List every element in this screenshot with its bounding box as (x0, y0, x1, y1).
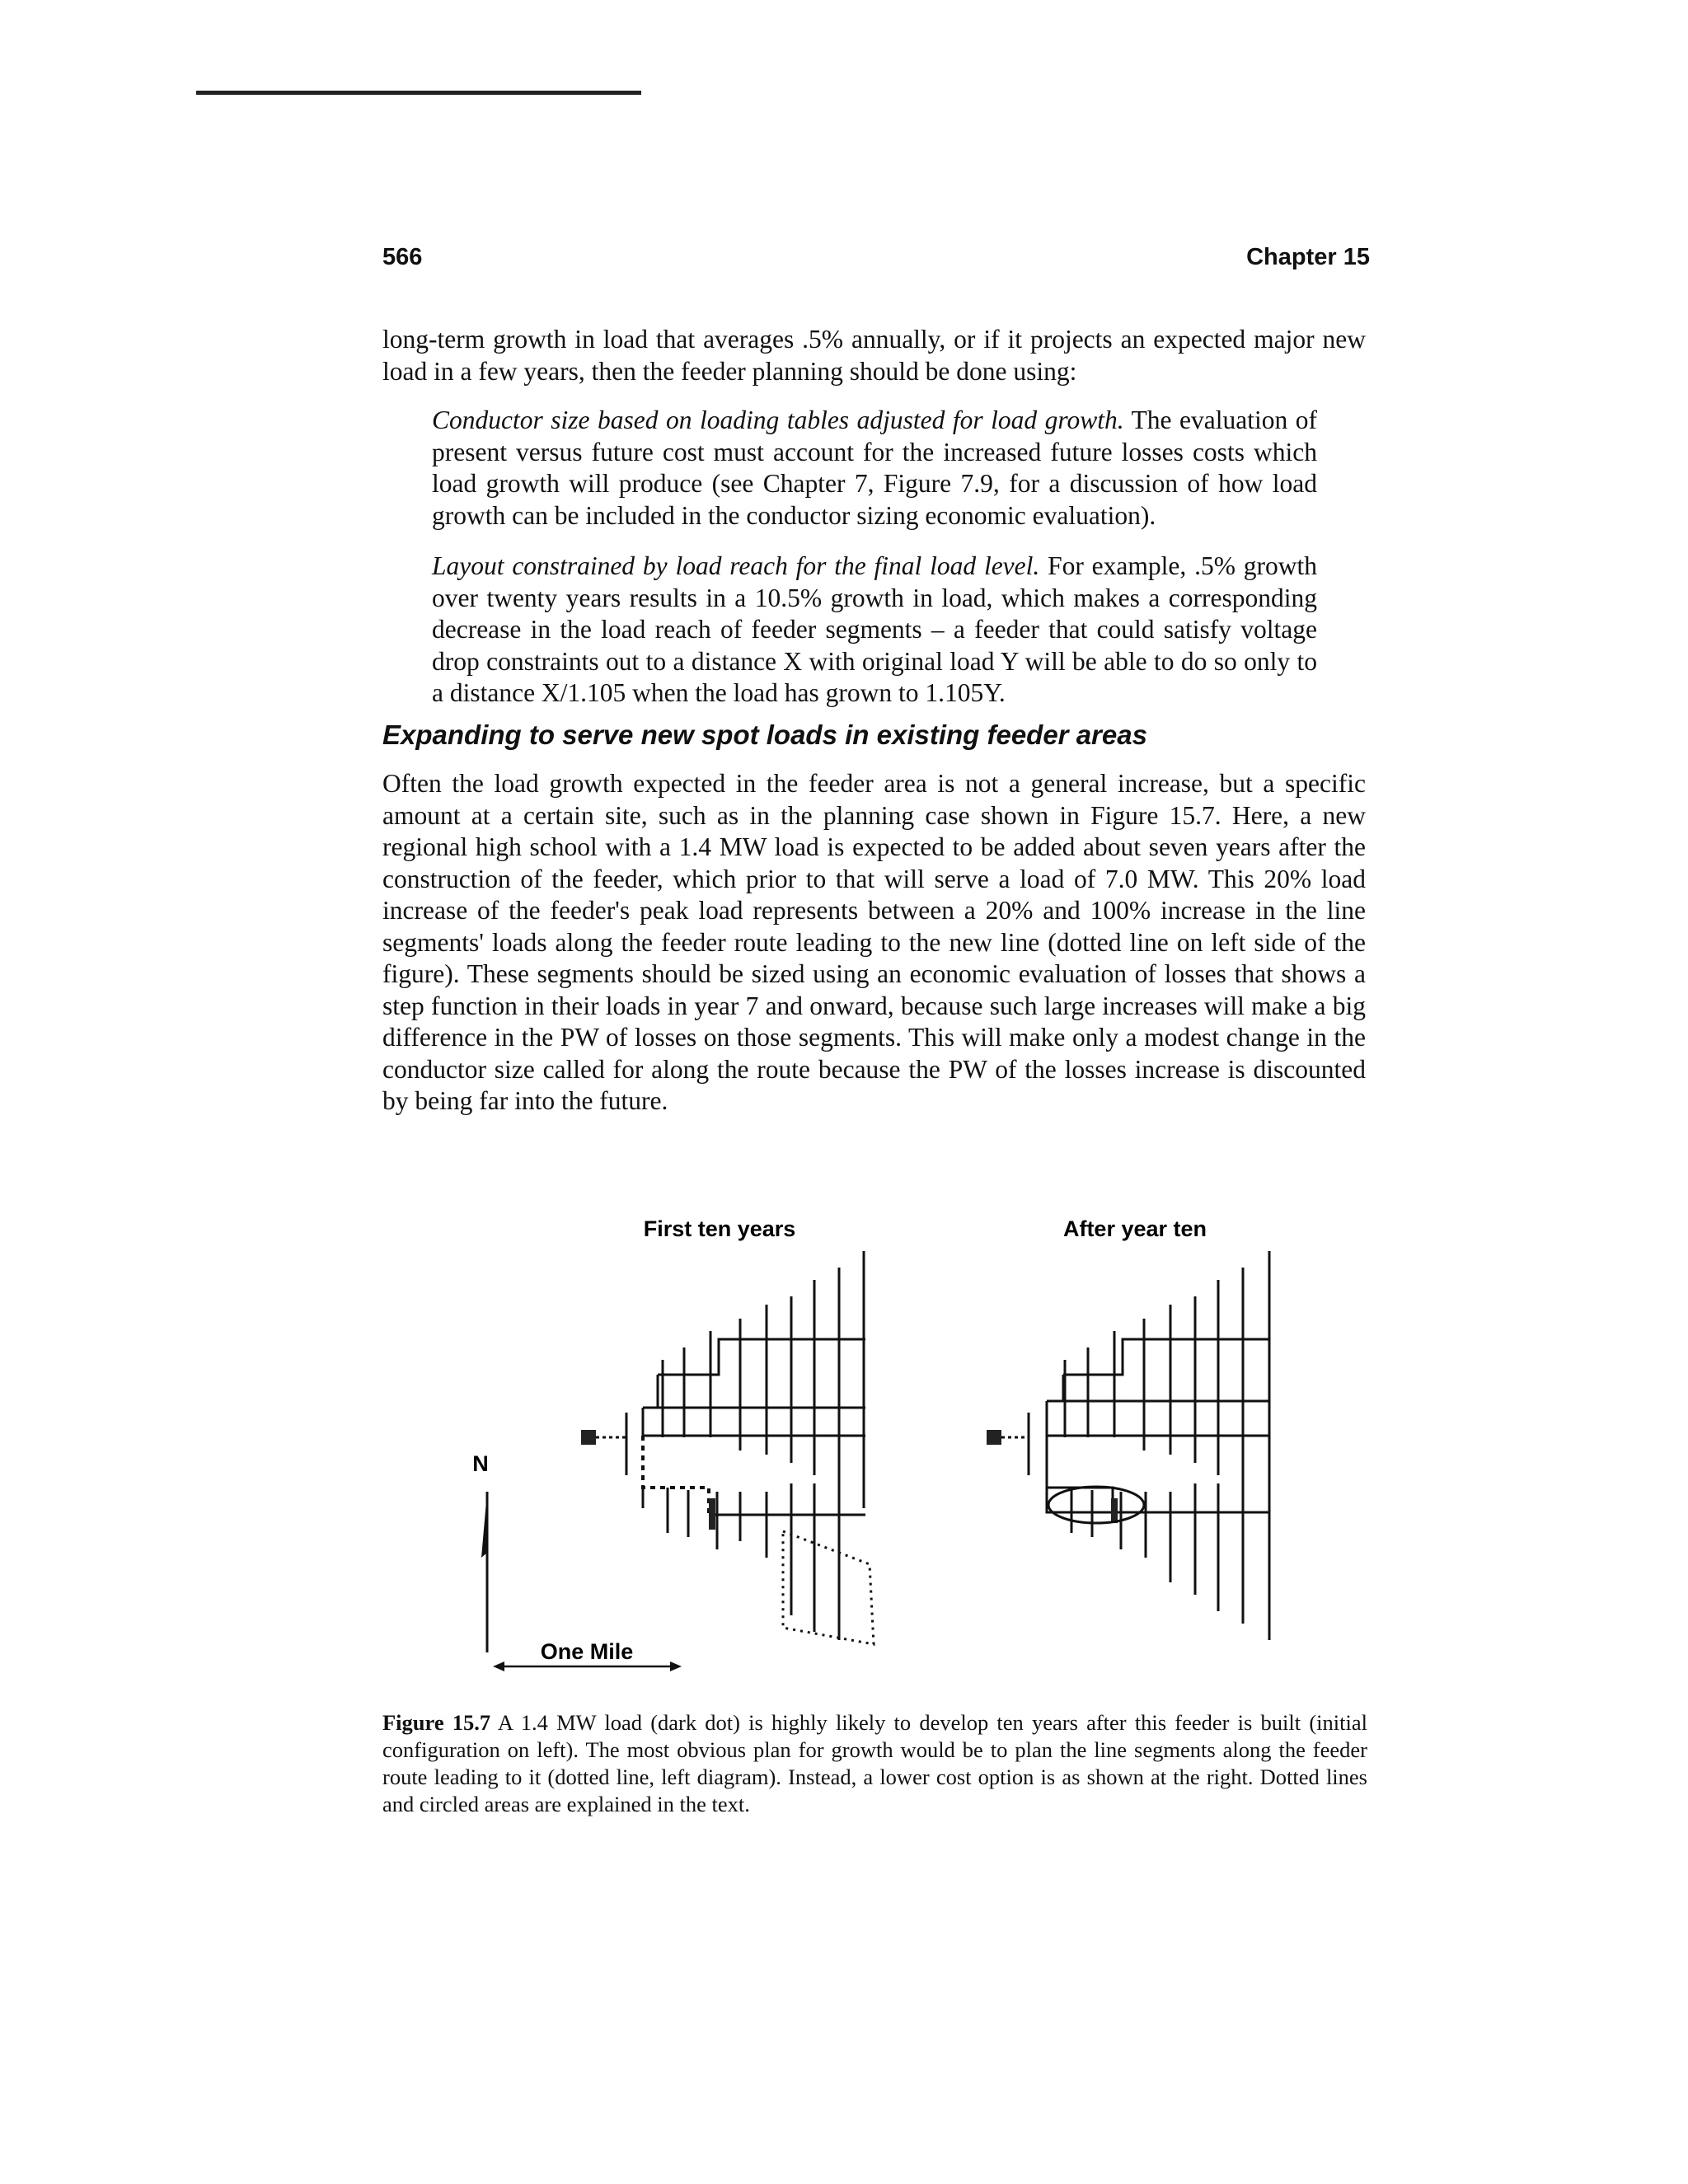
intro-paragraph (382, 324, 1366, 387)
spot-load-dot (709, 1498, 715, 1530)
substation-dot (987, 1430, 1001, 1445)
scale-bar (493, 1639, 682, 1671)
spot-load-dot (1111, 1498, 1118, 1523)
right-panel-title: After year ten (1062, 1216, 1207, 1241)
caption-text: A 1.4 MW load (dark dot) is highly likely to develop ten years after this feeder is built (initial configuration on left). The most obvious plan for growth would be to plan the line segments along the feeder route leading to it (dotted line, left diagram). Instead, a lower cost option is as shown at the right. Dotted lines and circled areas are explained in the text. (382, 1710, 1367, 1816)
figure-caption (382, 1709, 1367, 1818)
right-feeder-diagram (987, 1251, 1269, 1640)
header-rule (196, 91, 641, 95)
circled-area (1048, 1487, 1144, 1523)
item-text: For example, .5% growth over twenty years results in a 10.5% growth in load, which makes a corresponding decrease in the load reach of feeder segments – a feeder that could satisfy voltage drop constraints out to a distance X with original load Y will be able to do so only to a distance X/1.105 when the load has grown to 1.105Y. (432, 551, 1317, 707)
left-panel-title: First ten years (643, 1216, 796, 1241)
caption-label: Figure 15.7 (382, 1710, 491, 1735)
item-text: The evaluation of present versus future cost must account for the increased future losses costs which load growth will produce (see Chapter 7, Figure 7.9, for a discussion of how load growth can be included in the conductor sizing economic evaluation). (432, 405, 1317, 530)
section-heading: Expanding to serve new spot loads in existing feeder areas (382, 719, 1147, 750)
body-paragraph (382, 768, 1366, 1118)
north-arrow (472, 1451, 489, 1652)
item-lead: Conductor size based on loading tables adjusted for load growth. (432, 405, 1124, 434)
list-item (432, 405, 1317, 532)
north-label: N (472, 1451, 489, 1476)
page-number: 566 (382, 244, 423, 270)
list-item (432, 551, 1317, 710)
scale-label: One Mile (540, 1639, 634, 1664)
left-feeder-diagram (581, 1251, 874, 1644)
intro-text: long-term growth in load that averages .5% annually, or if it projects an expected major new load in a few years, then the feeder planning should be done using: (382, 325, 1366, 386)
substation-dot (581, 1430, 596, 1445)
item-lead: Layout constrained by load reach for the final load level. (432, 551, 1040, 580)
paragraph-text: Often the load growth expected in the feeder area is not a general increase, but a specific amount at a certain site, such as in the planning case shown in Figure 15.7. Here, a new regional high school with a 1.4 MW load is expected to be added about seven years after the construction of the feeder, which prior to that will serve a load of 7.0 MW. This 20% load increase of the feeder's peak load represents between a 20% and 100% increase in the line segments' loads along the feeder route leading to the new line (dotted line on left side of the figure). These segments should be sized using an economic evaluation of losses that shows a step function in their loads in year 7 and onward, because such large increases will make a big difference in the PW of losses on those segments. This will make only a modest change in the conductor size called for along the route because the PW of the losses increase is discounted by being far into the future. (382, 769, 1366, 1115)
feeder-figure (445, 1203, 1376, 1690)
chapter-title: Chapter 15 (1246, 244, 1370, 270)
